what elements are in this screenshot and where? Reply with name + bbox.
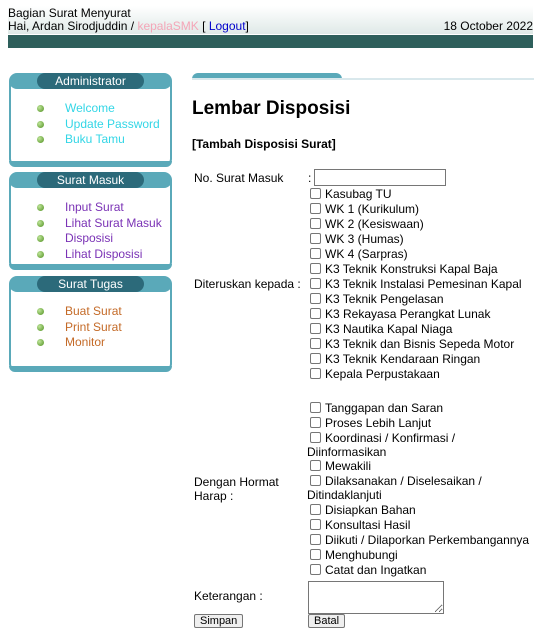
sidebar-administrator-title: Administrator	[37, 73, 144, 89]
checkbox[interactable]	[310, 368, 321, 379]
bullet-icon	[37, 308, 44, 315]
option-label: WK 1 (Kurikulum)	[325, 202, 420, 216]
diteruskan-label: Diteruskan kepada :	[194, 277, 301, 291]
logout-close-bracket: ]	[245, 19, 249, 33]
role-separator: /	[127, 19, 138, 33]
sidebar-surat-tugas-footer	[9, 366, 172, 372]
checkbox[interactable]	[310, 417, 321, 428]
option-k3-nkn[interactable]	[310, 322, 452, 337]
option-tanggapan-saran[interactable]	[310, 401, 443, 416]
sidebar-link-update-password[interactable]: Update Password	[65, 116, 160, 131]
option-label: K3 Teknik Konstruksi Kapal Baja	[325, 262, 498, 276]
option-k3-tbsm[interactable]	[310, 337, 514, 352]
checkbox[interactable]	[310, 460, 321, 471]
sidebar-surat-tugas-menu	[37, 304, 122, 351]
sidebar-item-input-surat	[37, 200, 162, 216]
batal-button[interactable]: Batal	[308, 614, 345, 628]
option-label: Kasubag TU	[325, 187, 392, 201]
checkbox[interactable]	[310, 248, 321, 259]
checkbox[interactable]	[310, 402, 321, 413]
form-subtitle: [Tambah Disposisi Surat]	[192, 137, 336, 151]
option-k3-tkkb[interactable]	[310, 262, 498, 277]
sidebar-item-buat-surat	[37, 304, 122, 320]
option-wk2[interactable]	[310, 217, 424, 232]
keterangan-label: Keterangan :	[194, 589, 263, 603]
bullet-icon	[37, 235, 44, 242]
logout-link[interactable]: Logout	[208, 19, 246, 33]
option-label: Konsultasi Hasil	[325, 518, 411, 532]
sidebar-administrator-footer	[9, 161, 172, 167]
option-label: Kepala Perpustakaan	[325, 367, 440, 381]
sidebar-surat-masuk-menu	[37, 200, 162, 262]
site-title: Bagian Surat Menyurat	[8, 6, 131, 20]
sidebar-surat-masuk-title-bar	[9, 172, 172, 188]
sidebar-link-buat-surat[interactable]: Buat Surat	[65, 304, 122, 318]
option-konsultasi-hasil[interactable]	[310, 518, 410, 533]
option-mewakili[interactable]	[310, 459, 371, 474]
sidebar-item-update-password	[37, 117, 160, 133]
greeting-prefix: Hai,	[8, 19, 33, 33]
sidebar-item-print-surat	[37, 320, 122, 336]
checkbox[interactable]	[310, 432, 321, 443]
option-k3-tp[interactable]	[310, 292, 444, 307]
option-catat-ingatkan[interactable]	[310, 563, 426, 578]
bullet-icon	[37, 251, 44, 258]
content-top-line	[192, 78, 534, 80]
checkbox[interactable]	[310, 564, 321, 575]
option-wk1[interactable]	[310, 202, 419, 217]
checkbox[interactable]	[310, 263, 321, 274]
checkbox[interactable]	[310, 218, 321, 229]
bullet-icon	[37, 204, 44, 211]
checkbox[interactable]	[310, 338, 321, 349]
sidebar-item-lihat-disposisi	[37, 247, 162, 263]
sidebar-link-buku-tamu[interactable]: Buku Tamu	[65, 132, 125, 146]
option-menghubungi[interactable]	[310, 548, 398, 563]
checkbox[interactable]	[310, 504, 321, 515]
page-title: Lembar Disposisi	[192, 98, 351, 119]
option-label: Disiapkan Bahan	[325, 503, 416, 517]
checkbox[interactable]	[310, 278, 321, 289]
sidebar-item-buku-tamu	[37, 132, 160, 148]
sidebar-surat-tugas-title: Surat Tugas	[37, 276, 144, 292]
user-name: Ardan Sirodjuddin	[32, 19, 128, 33]
harap-label-line2: Harap :	[194, 489, 234, 503]
sidebar-link-lihat-surat-masuk[interactable]: Lihat Surat Masuk	[65, 215, 162, 230]
checkbox[interactable]	[310, 549, 321, 560]
keterangan-textarea[interactable]	[308, 581, 444, 614]
option-label: Koordinasi / Konfirmasi /	[325, 431, 456, 445]
sidebar-surat-tugas-title-bar	[9, 276, 172, 292]
bullet-icon	[37, 136, 44, 143]
sidebar-item-welcome	[37, 101, 160, 117]
checkbox[interactable]	[310, 188, 321, 199]
logout-open-bracket: [	[198, 19, 209, 33]
checkbox[interactable]	[310, 203, 321, 214]
no-surat-label: No. Surat Masuk	[194, 171, 284, 185]
option-dilaksanakan-cont: Ditindaklanjuti	[307, 488, 382, 502]
option-k3-rpl[interactable]	[310, 307, 490, 322]
sidebar-administrator-title-bar	[9, 73, 172, 89]
sidebar-surat-masuk-footer	[9, 264, 172, 270]
option-label: K3 Nautika Kapal Niaga	[325, 322, 453, 336]
sidebar-item-lihat-surat-masuk	[37, 216, 162, 232]
option-k3-tkr[interactable]	[310, 352, 480, 367]
option-label: K3 Teknik Instalasi Pemesinan Kapal	[325, 277, 522, 291]
no-surat-input[interactable]	[314, 169, 446, 186]
option-koordinasi-cont: Diinformasikan	[307, 445, 387, 459]
sidebar-item-disposisi	[37, 231, 162, 247]
bullet-icon	[37, 339, 44, 346]
bullet-icon	[37, 105, 44, 112]
user-info	[8, 19, 249, 33]
top-header	[8, 6, 533, 34]
checkbox[interactable]	[310, 475, 321, 486]
checkbox[interactable]	[310, 534, 321, 545]
checkbox[interactable]	[310, 233, 321, 244]
option-label: Dilaksanakan / Diselesaikan /	[325, 474, 482, 488]
option-label: K3 Teknik Kendaraan Ringan	[325, 352, 481, 366]
option-dilaksanakan[interactable]	[310, 474, 482, 489]
sidebar-administrator	[9, 74, 172, 165]
sidebar-link-input-surat[interactable]: Input Surat	[65, 200, 124, 214]
option-label: K3 Teknik Pengelasan	[325, 292, 444, 306]
option-label: Catat dan Ingatkan	[325, 563, 427, 577]
option-diikuti[interactable]	[310, 533, 529, 548]
sidebar-link-lihat-disposisi[interactable]: Lihat Disposisi	[65, 246, 143, 261]
bullet-icon	[37, 220, 44, 227]
checkbox[interactable]	[310, 353, 321, 364]
sidebar-surat-tugas	[9, 277, 172, 370]
sidebar-link-welcome[interactable]: Welcome	[65, 101, 115, 115]
option-label: Diikuti / Dilaporkan Perkembangannya	[325, 533, 530, 547]
sidebar-link-print-surat[interactable]: Print Surat	[65, 319, 122, 334]
option-label: Tanggapan dan Saran	[325, 401, 444, 415]
bullet-icon	[37, 121, 44, 128]
checkbox[interactable]	[310, 519, 321, 530]
checkbox[interactable]	[310, 293, 321, 304]
no-surat-colon: :	[308, 171, 312, 185]
option-label: Mewakili	[325, 459, 372, 473]
sidebar-link-monitor[interactable]: Monitor	[65, 335, 106, 349]
sidebar-administrator-menu	[37, 101, 160, 148]
option-k3-tipk[interactable]	[310, 277, 522, 292]
option-proses-lanjut[interactable]	[310, 416, 431, 431]
option-label: Menghubungi	[325, 548, 398, 562]
sidebar-surat-masuk-title: Surat Masuk	[37, 172, 144, 188]
user-role: kepalaSMK	[137, 19, 199, 33]
header-bar	[8, 35, 533, 48]
checkbox[interactable]	[310, 323, 321, 334]
simpan-button[interactable]: Simpan	[194, 614, 243, 628]
current-date: 18 October 2022	[443, 19, 533, 33]
checkbox[interactable]	[310, 308, 321, 319]
bullet-icon	[37, 324, 44, 331]
option-kepala-perpustakaan[interactable]	[310, 367, 440, 382]
sidebar-surat-masuk	[9, 173, 172, 268]
option-label: WK 3 (Humas)	[325, 232, 404, 246]
option-kasubag-tu[interactable]	[310, 187, 392, 202]
option-label: Proses Lebih Lanjut	[325, 416, 432, 430]
option-koordinasi[interactable]	[310, 431, 455, 446]
harap-label-line1: Dengan Hormat	[194, 475, 279, 489]
sidebar-item-monitor	[37, 335, 122, 351]
option-label: K3 Teknik dan Bisnis Sepeda Motor	[325, 337, 515, 351]
option-wk3[interactable]	[310, 232, 404, 247]
option-label: WK 2 (Kesiswaan)	[325, 217, 424, 231]
option-label: WK 4 (Sarpras)	[325, 247, 408, 261]
option-wk4[interactable]	[310, 247, 408, 262]
sidebar-link-disposisi[interactable]: Disposisi	[65, 231, 114, 245]
option-label: K3 Rekayasa Perangkat Lunak	[325, 307, 491, 321]
option-disiapkan-bahan[interactable]	[310, 503, 416, 518]
